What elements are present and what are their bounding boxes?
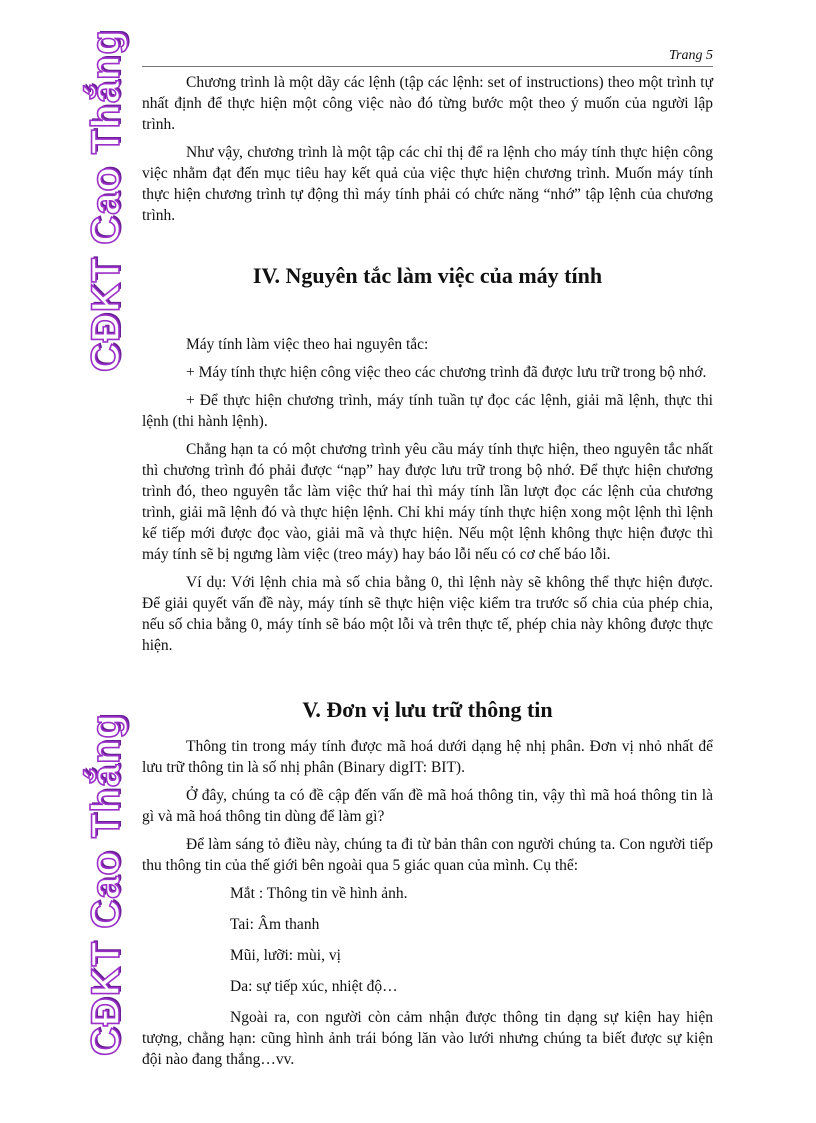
section-4-paragraph-5: Ví dụ: Với lệnh chia mà số chia bằng 0, thì lệnh này sẽ không thể thực hiện được. Để giải quyết vấn đề này, máy tính sẽ thực hiện việc kiểm tra trước số chia của phép chia, nếu số chia bằng 0, máy tính sẽ báo một lỗi và trên thực tế, phép chia này không được thực hiện. xyxy=(142,574,713,654)
section-4-paragraph-1: Máy tính làm việc theo hai nguyên tắc: xyxy=(186,336,429,353)
watermark-top: CĐKT Cao Thắng xyxy=(84,29,128,372)
watermark-bottom: CĐKT Cao Thắng xyxy=(84,713,128,1056)
section-5-heading: V. Đơn vị lưu trữ thông tin xyxy=(302,697,553,722)
sense-item-nose-tongue: Mũi, lưỡi: mùi, vị xyxy=(230,947,341,964)
sense-item-ears: Tai: Âm thanh xyxy=(230,916,320,933)
document-body xyxy=(142,72,713,1077)
section-4-paragraph-2: + Máy tính thực hiện công việc theo các chương trình đã được lưu trữ trong bộ nhớ. xyxy=(186,364,707,381)
section-4-paragraph-3: + Để thực hiện chương trình, máy tính tuần tự đọc các lệnh, giải mã lệnh, thực thi lệnh (thi hành lệnh). xyxy=(142,392,713,430)
page-header xyxy=(142,46,713,67)
section-4-paragraph-4: Chẳng hạn ta có một chương trình yêu cầu máy tính thực hiện, theo nguyên tắc nhất thì chương trình đó phải được “nạp” hay được lưu trữ trong bộ nhớ. Để thực hiện chương trình đó, theo nguyên tắc làm việc thứ hai thì máy tính lần lượt đọc các lệnh của chương trình, giải mã lệnh đó và thực hiện lệnh. Chỉ khi máy tính thực hiện xong một lệnh thì lệnh kế tiếp mới được đọc vào, giải mã và thực hiện. Nếu một lệnh không thực hiện được thì máy tính sẽ bị ngưng làm việc (treo máy) hay báo lỗi nếu có cơ chế báo lỗi. xyxy=(142,441,713,563)
intro-paragraph-1: Chương trình là một dãy các lệnh (tập các lệnh: set of instructions) theo một trình tự nhất định để thực hiện một công việc nào đó từng bước một theo ý muốn của người lập trình. xyxy=(142,74,713,133)
sense-item-skin: Da: sự tiếp xúc, nhiệt độ… xyxy=(230,978,398,995)
section-5-paragraph-1: Thông tin trong máy tính được mã hoá dưới dạng hệ nhị phân. Đơn vị nhỏ nhất để lưu trữ thông tin là số nhị phân (Binary digIT: BIT). xyxy=(142,738,713,776)
section-5-paragraph-3: Để làm sáng tỏ điều này, chúng ta đi từ bản thân con người chúng ta. Con người tiếp thu thông tin của thế giới bên ngoài qua 5 giác quan của mình. Cụ thể: xyxy=(142,836,713,874)
section-5-paragraph-4: Ngoài ra, con người còn cảm nhận được thông tin dạng sự kiện hay hiện tượng, chẳng hạn: cũng hình ảnh trái bóng lăn vào lưới nhưng chúng ta biết được sự kiện đội nào đang thắng…vv. xyxy=(142,1009,713,1068)
section-5-paragraph-2: Ở đây, chúng ta có đề cập đến vấn đề mã hoá thông tin, vậy thì mã hoá thông tin là gì và mã hoá thông tin dùng để làm gì? xyxy=(142,787,713,825)
intro-paragraph-2: Như vậy, chương trình là một tập các chỉ thị để ra lệnh cho máy tính thực hiện công việc nhằm đạt đến mục tiêu hay kết quả của việc thực hiện chương trình. Muốn máy tính thực hiện chương trình tự động thì máy tính phải có chức năng “nhớ” tập lệnh của chương trình. xyxy=(142,144,713,224)
section-4-heading: IV. Nguyên tắc làm việc của máy tính xyxy=(252,263,603,288)
sense-item-eyes: Mắt : Thông tin về hình ảnh. xyxy=(230,885,408,902)
page-number: Trang 5 xyxy=(669,48,713,63)
